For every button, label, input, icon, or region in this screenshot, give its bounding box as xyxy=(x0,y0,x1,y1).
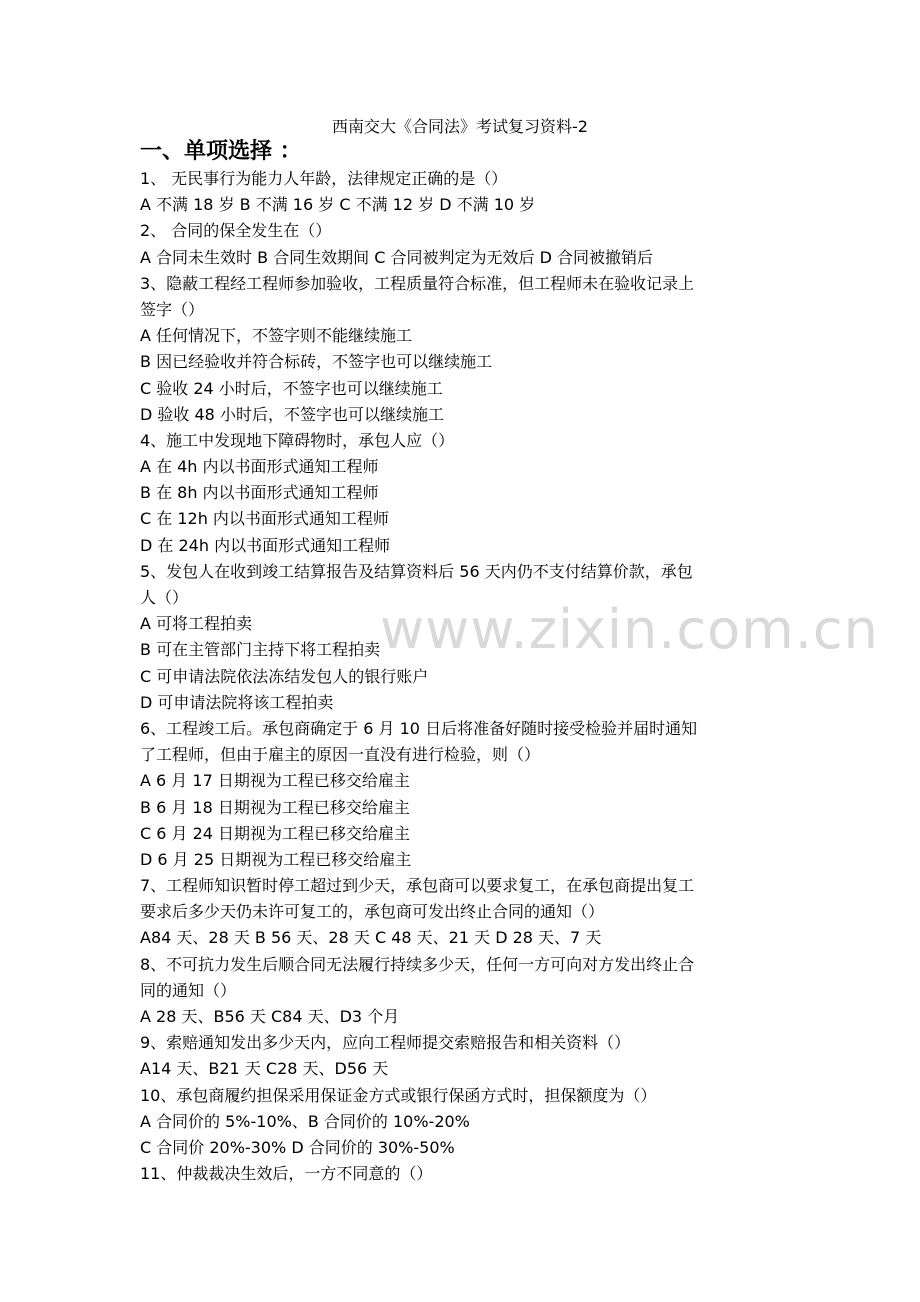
text-line: D 可申请法院将该工程拍卖 xyxy=(140,692,334,712)
text-line: C 在 12h 内以书面形式通知工程师 xyxy=(140,509,389,529)
text-line: C 验收 24 小时后，不签字也可以继续施工 xyxy=(140,378,443,398)
section-heading: 一、单项选择 ： xyxy=(140,139,302,164)
text-line: D 验收 48 小时后，不签字也可以继续施工 xyxy=(140,404,444,424)
question-list xyxy=(140,166,790,1187)
watermark: www.zixin.com.cn xyxy=(380,598,879,661)
text-line: 同的通知（） xyxy=(140,980,237,1000)
text-line: 要求后多少天仍未许可复工的，承包商可发出终止合同的通知（） xyxy=(140,902,605,922)
text-line: D 在 24h 内以书面形式通知工程师 xyxy=(140,535,391,555)
text-line: A14 天、B21 天 C28 天、D56 天 xyxy=(140,1059,389,1079)
text-line: C 合同价 20%-30% D 合同价的 30%-50% xyxy=(140,1137,455,1157)
text-line: A 6 月 17 日期视为工程已移交给雇主 xyxy=(140,771,410,791)
text-line: 3、隐蔽工程经工程师参加验收，工程质量符合标准，但工程师未在验收记录上 xyxy=(140,273,695,293)
text-line: 9、索赔通知发出多少天内，应向工程师提交索赔报告和相关资料（） xyxy=(140,1033,631,1053)
text-line: 10、承包商履约担保采用保证金方式或银行保函方式时，担保额度为（） xyxy=(140,1085,657,1105)
text-line: 了工程师，但由于雇主的原因一直没有进行检验，则（） xyxy=(140,745,541,765)
text-line: 4、施工中发现地下障碍物时，承包人应（） xyxy=(140,430,455,450)
text-line: 7、工程师知识暂时停工超过到少天，承包商可以要求复工，在承包商提出复工 xyxy=(140,876,695,896)
text-line: A 合同未生效时 B 合同生效期间 C 合同被判定为无效后 D 合同被撤销后 xyxy=(140,247,654,267)
text-line: B 6 月 18 日期视为工程已移交给雇主 xyxy=(140,797,410,817)
text-line: 2、 合同的保全发生在（） xyxy=(140,221,332,241)
text-line: A 合同价的 5%-10%、B 合同价的 10%-20% xyxy=(140,1111,470,1131)
text-line: 人（） xyxy=(140,588,189,607)
text-line: A 28 天、B56 天 C84 天、D3 个月 xyxy=(140,1007,400,1026)
document-title: 西南交大《合同法》考试复习资料-2 xyxy=(332,117,588,136)
text-line: C 6 月 24 日期视为工程已移交给雇主 xyxy=(140,823,411,843)
text-line: B 在 8h 内以书面形式通知工程师 xyxy=(140,483,379,503)
text-line: A 可将工程拍卖 xyxy=(140,614,253,634)
text-line: 5、发包人在收到竣工结算报告及结算资料后 56 天内仍不支付结算价款，承包 xyxy=(140,561,693,581)
text-line: C 可申请法院依法冻结发包人的银行账户 xyxy=(140,666,429,686)
text-line: B 可在主管部门主持下将工程拍卖 xyxy=(140,640,381,660)
text-line: 6、工程竣工后。承包商确定于 6 月 10 日后将准备好随时接受检验并届时通知 xyxy=(140,718,698,738)
text-line: D 6 月 25 日期视为工程已移交给雇主 xyxy=(140,849,412,869)
text-line: 1、 无民事行为能力人年龄，法律规定正确的是（） xyxy=(140,169,508,188)
text-line: B 因已经验收并符合标砖，不签字也可以继续施工 xyxy=(140,352,493,372)
text-line: 8、不可抗力发生后顺合同无法履行持续多少天，任何一方可向对方发出终止合 xyxy=(140,954,695,974)
text-line: A 任何情况下，不签字则不能继续施工 xyxy=(140,326,413,346)
text-line: A84 天、28 天 B 56 天、28 天 C 48 天、21 天 D 28 天、7 天 xyxy=(140,928,602,948)
text-line: A 在 4h 内以书面形式通知工程师 xyxy=(140,457,379,477)
text-line: 签字（） xyxy=(140,299,205,319)
text-line: A 不满 18 岁 B 不满 16 岁 C 不满 12 岁 D 不满 10 岁 xyxy=(140,195,536,215)
text-line: 11、仲裁裁决生效后，一方不同意的（） xyxy=(140,1164,433,1184)
